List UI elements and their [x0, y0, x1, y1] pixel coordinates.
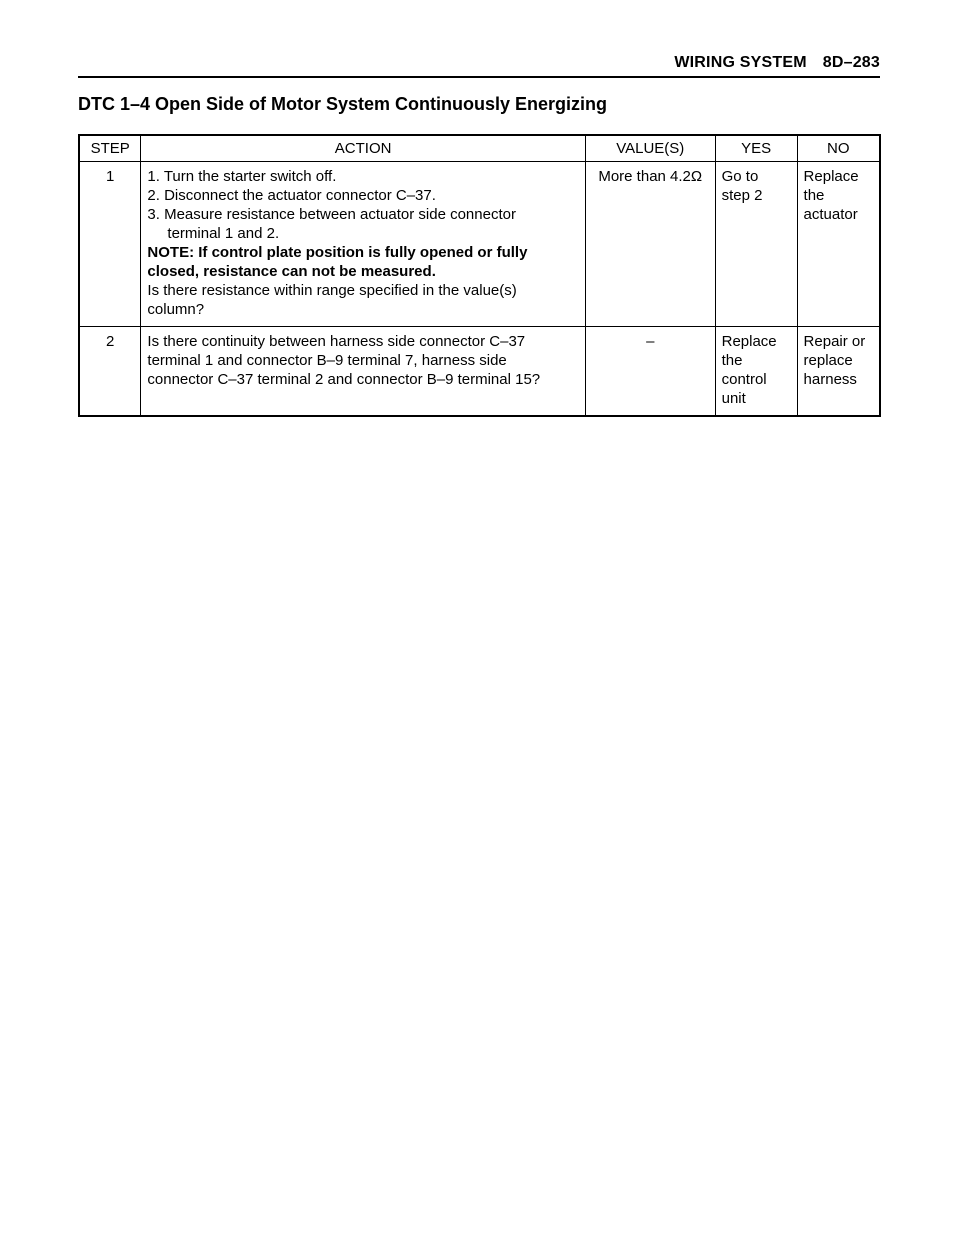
yes-line: Go to [721, 168, 759, 185]
step-cell: 2 [79, 327, 141, 417]
action-line: terminal 1 and 2. [167, 225, 280, 242]
no-line: actuator [803, 206, 858, 223]
step-cell: 1 [79, 162, 141, 327]
diagnostic-table [78, 134, 881, 417]
no-cell [797, 327, 880, 417]
yes-line: unit [721, 390, 746, 407]
action-line: 3. Measure resistance between actuator side connector [147, 206, 516, 223]
action-cell [141, 327, 585, 417]
question-line: Is there resistance within range specified in the value(s) [147, 282, 517, 299]
action-line: 1. Turn the starter switch off. [147, 168, 337, 185]
no-line: replace [803, 352, 853, 369]
yes-line: Replace [721, 333, 777, 350]
table-row [79, 162, 880, 327]
no-cell [797, 162, 880, 327]
value-cell: More than 4.2Ω [585, 162, 715, 327]
no-line: the [803, 187, 825, 204]
action-line: 2. Disconnect the actuator connector C–37. [147, 187, 436, 204]
question-line: Is there continuity between harness side connector C–37 [147, 333, 526, 350]
no-line: Replace [803, 168, 859, 185]
yes-cell [715, 327, 797, 417]
document-title: DTC 1–4 Open Side of Motor System Continuously Energizing [78, 94, 608, 114]
page-number: 8D–283 [822, 54, 880, 71]
question-line: terminal 1 and connector B–9 terminal 7, harness side [147, 352, 507, 369]
yes-line: step 2 [721, 187, 763, 204]
header-text [674, 54, 880, 72]
yes-cell [715, 162, 797, 327]
no-line: harness [803, 371, 857, 388]
column-header-action: ACTION [141, 135, 585, 162]
action-cell [141, 162, 585, 327]
question-line: column? [147, 301, 205, 318]
table-header-row [79, 135, 880, 162]
yes-line: the control [721, 352, 767, 388]
page-header [78, 54, 880, 78]
column-header-no: NO [797, 135, 880, 162]
question-line: connector C–37 terminal 2 and connector B–9 terminal 15? [147, 371, 541, 388]
value-cell: – [585, 327, 715, 417]
column-header-step: STEP [79, 135, 141, 162]
column-header-yes: YES [715, 135, 797, 162]
table-row [79, 327, 880, 417]
section-title: WIRING SYSTEM [674, 54, 807, 71]
column-header-values: VALUE(S) [585, 135, 715, 162]
no-line: Repair or [803, 333, 866, 350]
note-line: closed, resistance can not be measured. [147, 263, 436, 280]
note-line: NOTE: If control plate position is fully opened or fully [147, 244, 528, 261]
